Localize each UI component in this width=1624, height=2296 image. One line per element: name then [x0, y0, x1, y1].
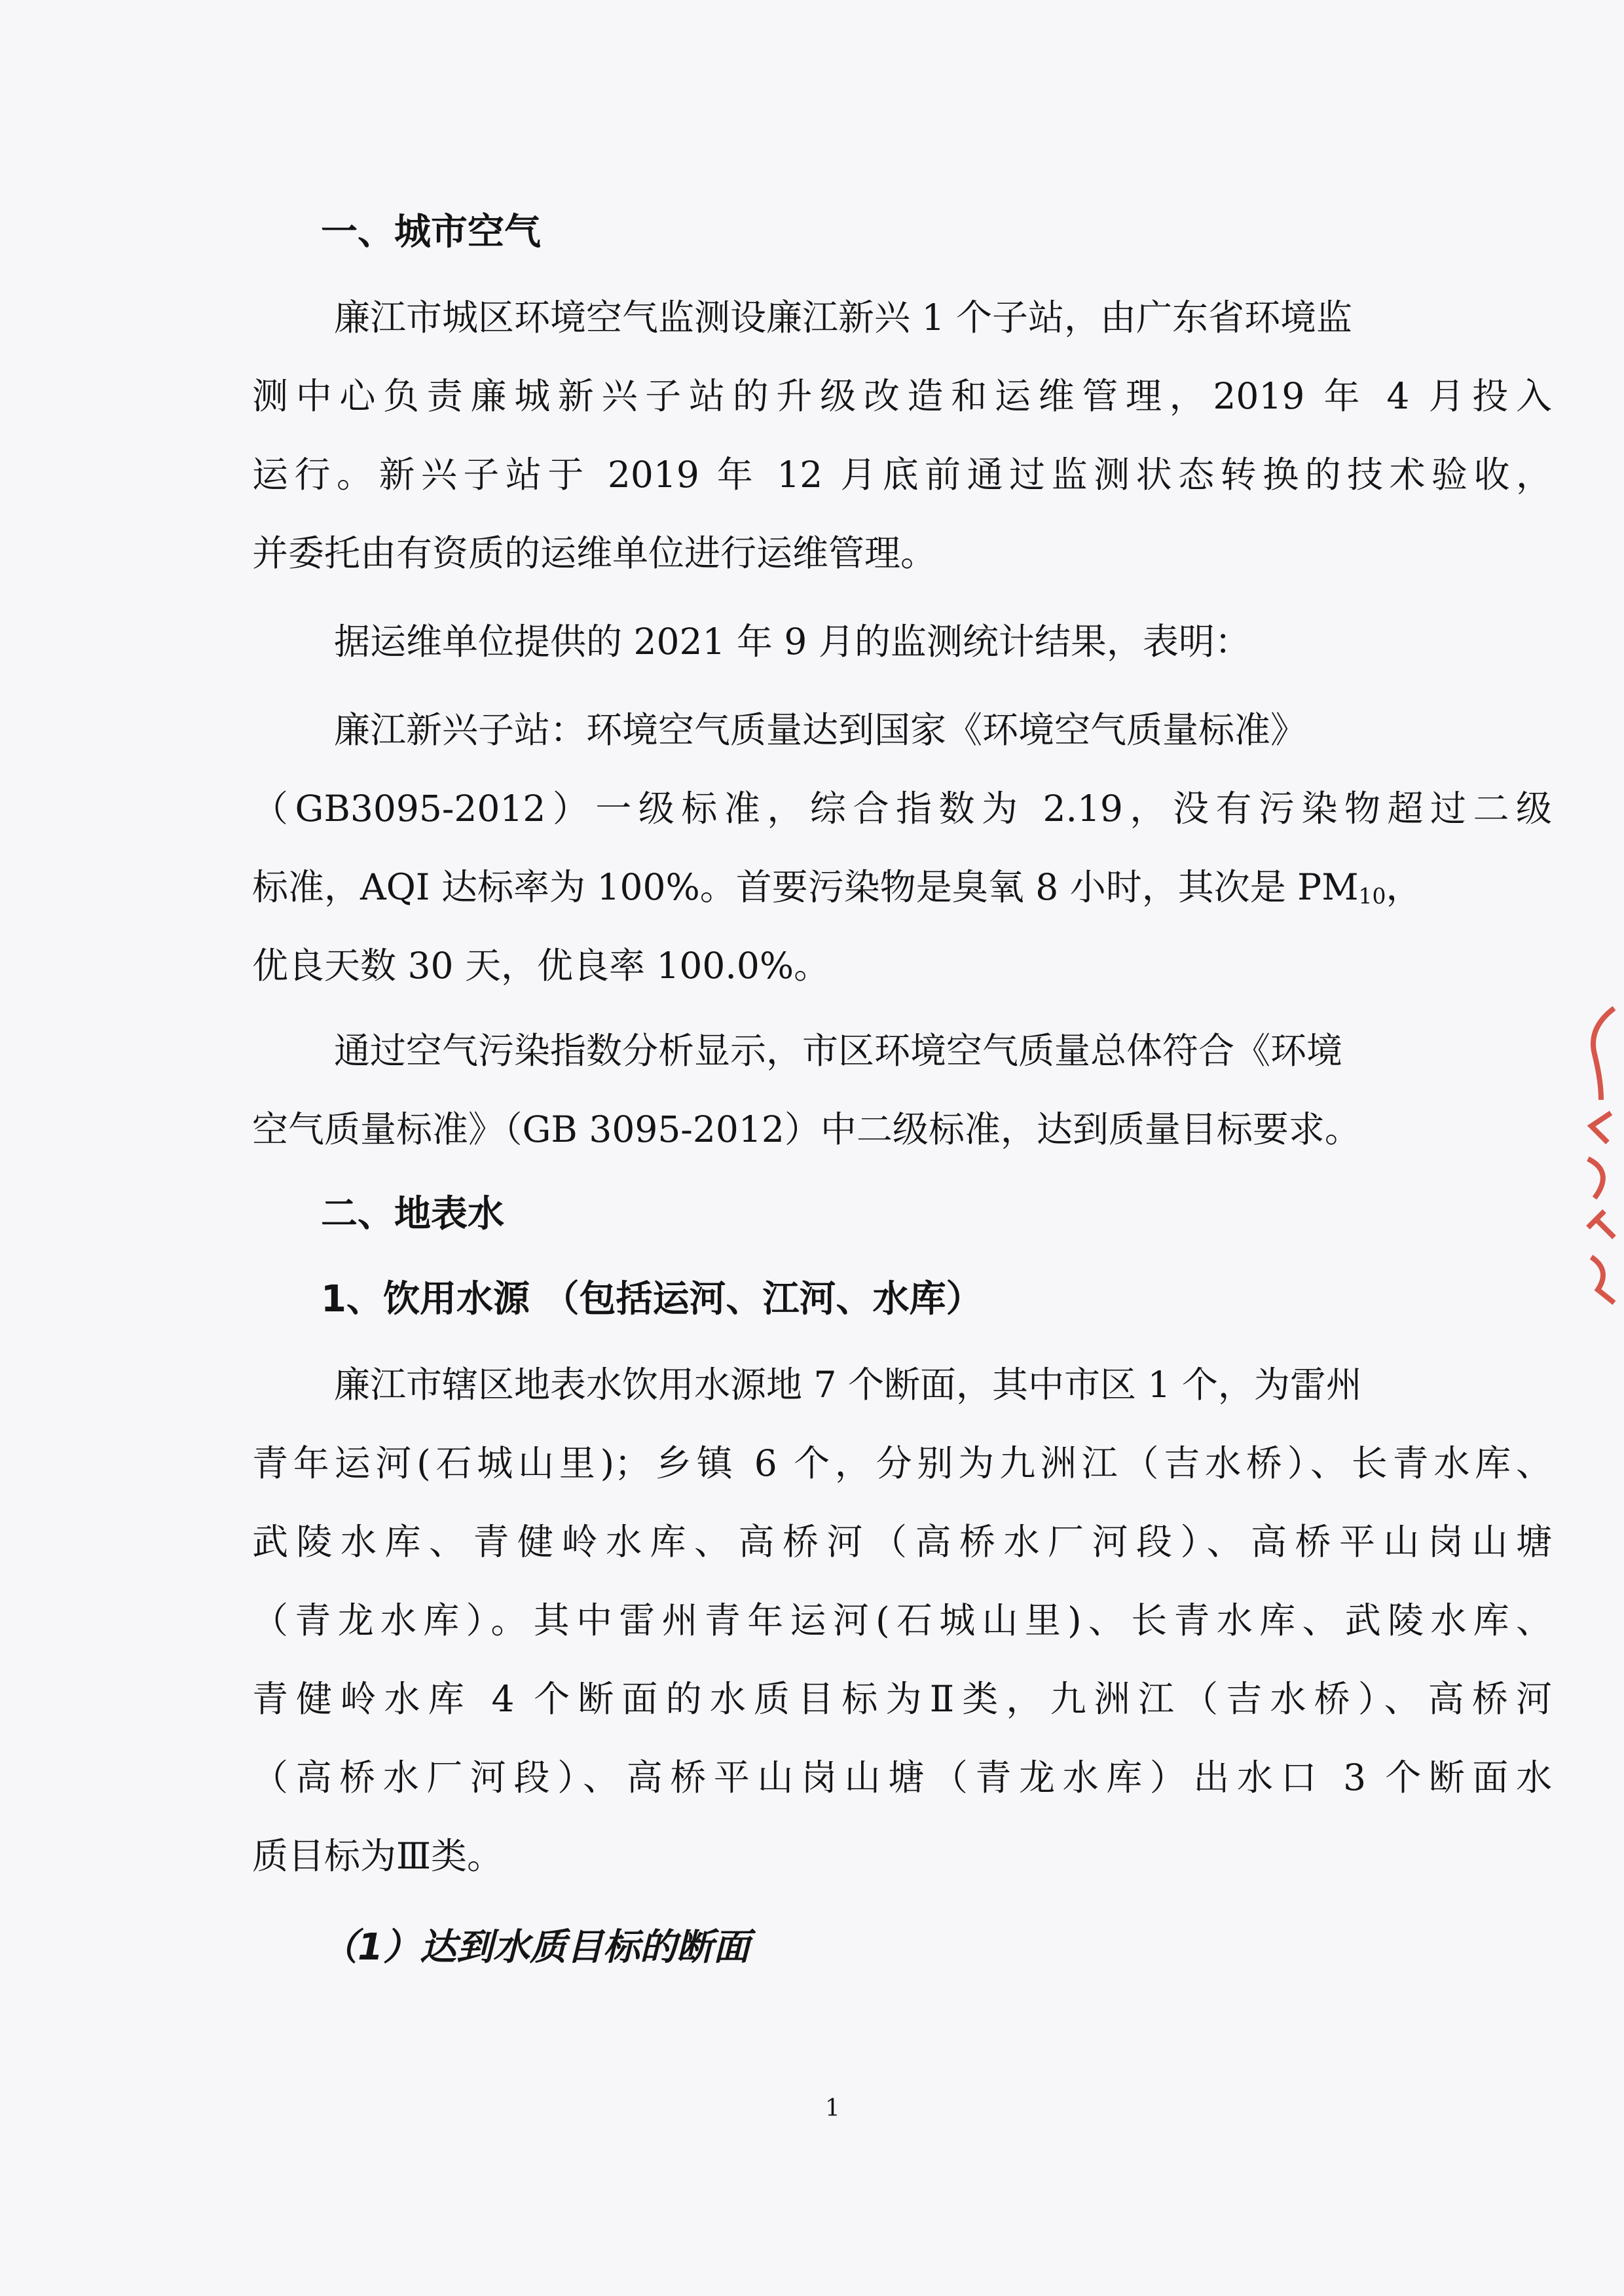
heading-drinking-water: 1、饮用水源 （包括运河、江河、水库）: [321, 1278, 983, 1321]
paragraph-line: 质目标为Ⅲ类。: [252, 1835, 504, 1877]
paragraph-line: 廉江新兴子站：环境空气质量达到国家《环境空气质量标准》: [334, 709, 1307, 751]
subscript-10: 10: [1358, 883, 1386, 909]
heading-subsection: （1）达到水质目标的断面: [321, 1926, 750, 1969]
line-text: 标准，AQI 达标率为 100%。首要污染物是臭氧 8 小时，其次是 PM: [252, 866, 1359, 908]
paragraph-line: 测中心负责廉城新兴子站的升级改造和运维管理，2019 年 4 月投入: [252, 375, 1552, 417]
heading-urban-air: 一、城市空气: [321, 211, 541, 253]
paragraph-line: 通过空气污染指数分析显示，市区环境空气质量总体符合《环境: [334, 1030, 1343, 1072]
paragraph-line: 廉江市辖区地表水饮用水源地 7 个断面，其中市区 1 个，为雷州: [334, 1364, 1362, 1406]
paragraph-line: （高桥水厂河段）、高桥平山岗山塘（青龙水库）出水口 3 个断面水: [252, 1757, 1552, 1798]
paragraph-line: 武陵水库、青健岭水库、高桥河（高桥水厂河段）、高桥平山岗山塘: [252, 1521, 1552, 1563]
paragraph-line: 运行。新兴子站于 2019 年 12 月底前通过监测状态转换的技术验收，: [252, 454, 1552, 496]
paragraph-line: （青龙水库）。其中雷州青年运河(石城山里)、长青水库、武陵水库、: [252, 1599, 1552, 1641]
paragraph-line: 空气质量标准》（GB 3095-2012）中二级标准，达到质量目标要求。: [252, 1108, 1361, 1150]
paragraph-line: （GB3095-2012）一级标准，综合指数为 2.19，没有污染物超过二级: [252, 788, 1552, 829]
paragraph-line: [252, 861, 1422, 922]
paragraph-line: 青健岭水库 4 个断面的水质目标为Ⅱ类，九洲江（吉水桥）、高桥河: [252, 1678, 1552, 1720]
paragraph-line: 廉江市城区环境空气监测设廉江新兴 1 个子站，由广东省环境监: [334, 297, 1352, 338]
paragraph-line: 青年运河(石城山里)；乡镇 6 个，分别为九洲江（吉水桥）、长青水库、: [252, 1442, 1552, 1484]
paragraph-line: 据运维单位提供的 2021 年 9 月的监测统计结果，表明：: [334, 621, 1251, 663]
paragraph-line: 并委托由有资质的运维单位进行运维管理。: [252, 532, 937, 574]
line-text: ，: [1386, 866, 1422, 908]
page-number: 1: [825, 2095, 840, 2122]
paragraph-line: 优良天数 30 天，优良率 100.0%。: [252, 945, 830, 987]
red-seal-stamp: [1575, 1002, 1624, 1309]
heading-surface-water: 二、地表水: [321, 1193, 504, 1235]
